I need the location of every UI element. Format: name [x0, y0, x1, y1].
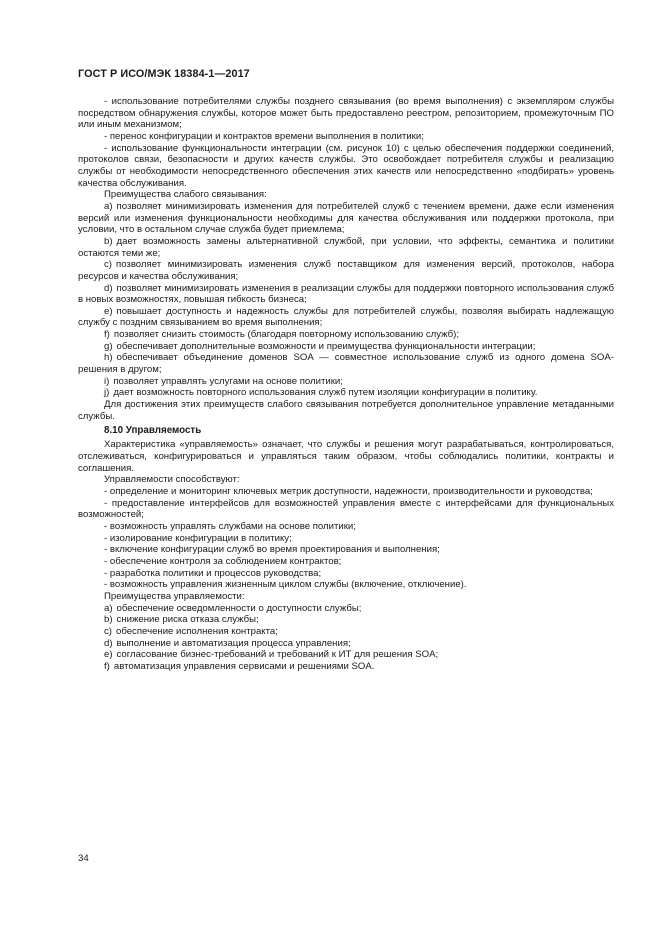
item-marker: d) — [104, 282, 113, 294]
document-header: ГОСТ Р ИСО/МЭК 18384-1—2017 — [78, 68, 250, 80]
item-text: обеспечение осведомленности о доступности службы; — [116, 602, 362, 614]
list-item — [78, 341, 614, 353]
item-marker: f) — [104, 660, 110, 672]
item-marker: b) — [104, 235, 113, 247]
item-text: дает возможность замены альтернативной службой, при условии, что эффекты, семантика и политики остаются теми же; — [78, 235, 614, 259]
paragraph: Преимущества управляемости: — [104, 590, 245, 602]
paragraph: Управляемости способствуют: — [104, 474, 240, 486]
item-text: выполнение и автоматизация процесса управления; — [116, 637, 351, 649]
paragraph: Характеристика «управляемость» означает, что службы и решения могут разрабатываться, контролироваться, отслеживаться, конфигурироваться и управляться таким образом, чтобы соблюдались политики, контракты и соглашения. — [78, 439, 614, 474]
list-item: - определение и мониторинг ключевых метрик доступности, надежности, производительности и руководства; — [104, 486, 593, 497]
item-text: повышает доступность и надежность службы для потребителей службы, позволяя выбирать надлежащую службу с поздним связыванием во время выполнения; — [78, 305, 614, 329]
item-marker: b) — [104, 614, 113, 626]
page-number: 34 — [78, 853, 89, 864]
item-text: позволяет минимизировать изменения для потребителей служб с течением времени, даже если изменения версий или изменения функциональности необходимы для качества обслуживания или поддержки протокола, при условии, что в остальном случае служба будет приемлема; — [78, 200, 614, 236]
section-heading: 8.10 Управляемость — [104, 425, 202, 437]
list-item — [78, 329, 614, 341]
item-text: обеспечивает объединение доменов SOA — совместное использование служб из одного домена SOA-решения в другом; — [78, 352, 614, 376]
item-marker: c) — [104, 625, 112, 637]
list-item: - возможность управлять службами на основе политики; — [104, 520, 356, 532]
list-item — [78, 649, 614, 661]
list-item — [78, 201, 614, 236]
item-marker: a) — [104, 200, 113, 212]
list-item — [78, 661, 614, 673]
item-text: обеспечение исполнения контракта; — [116, 625, 278, 637]
item-marker: a) — [104, 602, 113, 614]
list-item — [78, 387, 614, 399]
list-item — [78, 614, 614, 626]
list-item: - обеспечение контроля за соблюдением контрактов; — [104, 555, 342, 567]
item-text: позволяет снизить стоимость (благодаря повторному использованию служб); — [113, 329, 460, 341]
list-item — [78, 236, 614, 259]
list-item: - изолирование конфигурации в политику; — [104, 532, 292, 544]
item-marker: c) — [104, 259, 112, 271]
paragraph: - перенос конфигурации и контрактов времени выполнения в политики; — [104, 130, 424, 142]
list-item: - возможность управления жизненным циклом службы (включение, отключение). — [104, 579, 467, 591]
list-item: - включение конфигурации служб во время проектирования и выполнения; — [104, 544, 440, 556]
item-marker: f) — [104, 329, 110, 341]
list-item — [78, 352, 614, 375]
list-item — [78, 626, 614, 638]
paragraph: Для достижения этих преимуществ слабого связывания потребуется дополнительное управление метаданными службы. — [78, 399, 614, 422]
item-marker: d) — [104, 637, 113, 649]
item-marker: h) — [104, 352, 113, 364]
list-item: - разработка политики и процессов руководства; — [104, 567, 322, 579]
item-marker: g) — [104, 340, 113, 352]
list-item: - предоставление интерфейсов для возможностей управления вместе с интерфейсами для функциональных возможностей; — [78, 497, 614, 521]
item-text: обеспечивает дополнительные возможности и преимущества функциональности интеграции; — [116, 340, 536, 352]
list-item — [78, 603, 614, 615]
list-item — [78, 376, 614, 388]
item-marker: i) — [104, 375, 110, 387]
list-item — [78, 259, 614, 282]
item-marker: e) — [104, 305, 113, 317]
list-item — [78, 638, 614, 650]
item-marker: e) — [104, 649, 113, 661]
item-text: автоматизация управления сервисами и решениями SOA. — [113, 660, 375, 672]
paragraph: - использование функциональности интеграции (см. рисунок 10) с целью обеспечения поддержки соединений, протоколов связи, безопасности и других качеств службы. Это освобождает потребителя службы и реализацию службы от необходимости непосредственного обеспечения этих качеств или непосредственно «подбирать» уровень качества обслуживания. — [78, 142, 614, 189]
paragraph: - использование потребителями службы позднего связывания (во время выполнения) с экземпляром службы посредством обнаружения службы, которое может быть предоставлено реестром, репозиторием, промежуточным ПО или иным механизмом; — [78, 96, 614, 131]
list-item — [78, 306, 614, 329]
item-text: согласование бизнес-требований и требований к ИТ для решения SOA; — [116, 649, 439, 661]
page-content — [78, 96, 614, 673]
item-text: позволяет управлять услугами на основе политики; — [113, 375, 343, 387]
list-item — [78, 283, 614, 306]
item-marker: j) — [104, 387, 110, 399]
paragraph: Преимущества слабого связывания: — [104, 189, 267, 201]
item-text: позволяет минимизировать изменения служб поставщиком для изменения версий, протоколов, набора ресурсов и качества обслуживания; — [78, 259, 614, 282]
item-text: дает возможность повторного использования служб путем изоляции конфигурации в политику. — [113, 387, 538, 399]
item-text: снижение риска отказа службы; — [116, 614, 259, 626]
item-text: позволяет минимизировать изменения в реализации службы для поддержки повторного использования служб в новых возможностях, повышая гибкость бизнеса; — [78, 282, 614, 306]
